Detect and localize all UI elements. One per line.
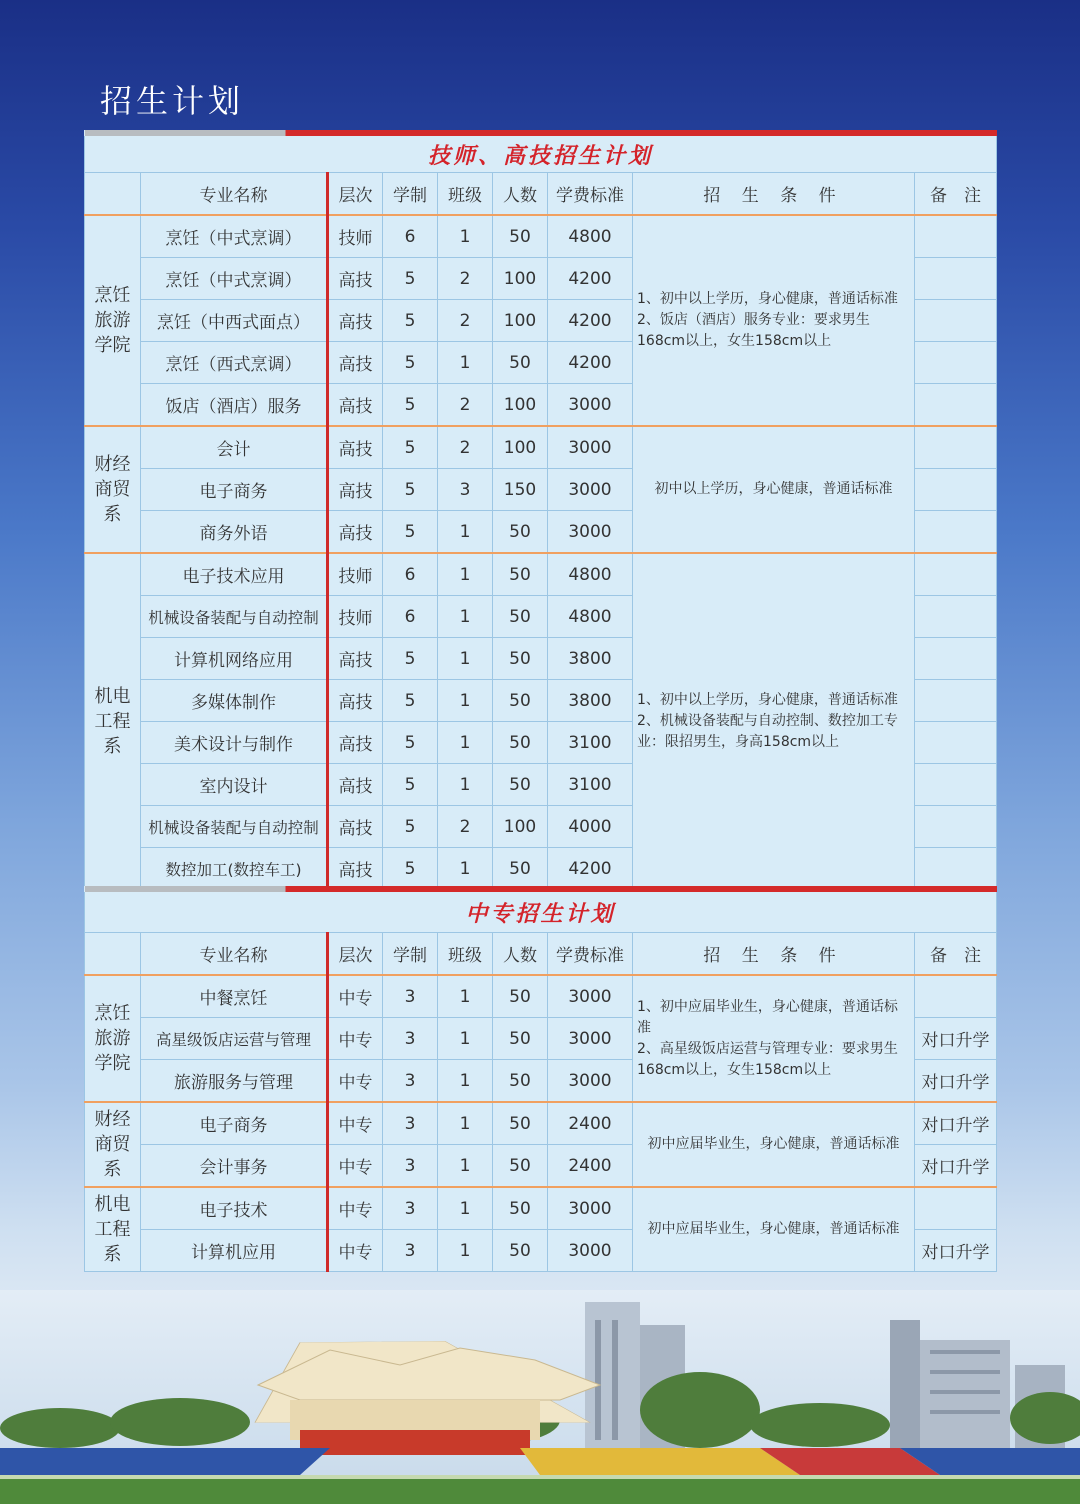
major-cell: 旅游服务与管理 <box>141 1060 328 1103</box>
header-blank <box>85 173 141 216</box>
tuition-cell: 3800 <box>548 680 633 722</box>
enrollment-cell: 50 <box>493 1230 548 1272</box>
enrollment-cell: 50 <box>493 1102 548 1145</box>
tuition-cell: 2400 <box>548 1102 633 1145</box>
duration-cell: 5 <box>383 258 438 300</box>
enrollment-cell: 50 <box>493 511 548 554</box>
duration-cell: 5 <box>383 680 438 722</box>
duration-cell: 5 <box>383 722 438 764</box>
level-cell: 高技 <box>328 848 383 890</box>
header-tuition: 学费标准 <box>548 173 633 216</box>
conditions-cell: 1、初中应届毕业生，身心健康，普通话标准 2、高星级饭店运营与管理专业：要求男生168cm以上，女生158cm以上 <box>633 975 915 1102</box>
enrollment-cell: 50 <box>493 1187 548 1230</box>
major-cell: 烹饪（中式烹调） <box>141 215 328 258</box>
major-cell: 计算机网络应用 <box>141 638 328 680</box>
duration-cell: 6 <box>383 596 438 638</box>
classes-cell: 1 <box>438 638 493 680</box>
level-cell: 高技 <box>328 342 383 384</box>
table-row <box>85 215 997 258</box>
duration-cell: 5 <box>383 384 438 427</box>
classes-cell: 1 <box>438 1060 493 1103</box>
tuition-cell: 4800 <box>548 596 633 638</box>
major-cell: 烹饪（西式烹调） <box>141 342 328 384</box>
major-cell: 会计事务 <box>141 1145 328 1188</box>
level-cell: 高技 <box>328 426 383 469</box>
level-cell: 高技 <box>328 806 383 848</box>
classes-cell: 1 <box>438 1187 493 1230</box>
tuition-cell: 3000 <box>548 469 633 511</box>
remarks-cell <box>915 215 997 258</box>
conditions-cell: 1、初中以上学历，身心健康，普通话标准 2、机械设备装配与自动控制、数控加工专业：限招男生，身高158cm以上 <box>633 553 915 890</box>
classes-cell: 1 <box>438 1102 493 1145</box>
table-row <box>85 426 997 469</box>
department-cell: 机电 工程 系 <box>85 553 141 890</box>
major-cell: 美术设计与制作 <box>141 722 328 764</box>
duration-cell: 6 <box>383 215 438 258</box>
section-title: 中专招生计划 <box>85 892 997 933</box>
header-blank <box>85 933 141 976</box>
remarks-cell: 对口升学 <box>915 1102 997 1145</box>
tuition-cell: 4200 <box>548 342 633 384</box>
duration-cell: 6 <box>383 553 438 596</box>
header-duration: 学制 <box>383 173 438 216</box>
enrollment-cell: 50 <box>493 1060 548 1103</box>
remarks-cell <box>915 975 997 1018</box>
duration-cell: 5 <box>383 469 438 511</box>
header-level: 层次 <box>328 933 383 976</box>
classes-cell: 1 <box>438 1145 493 1188</box>
conditions-cell: 初中应届毕业生，身心健康，普通话标准 <box>633 1187 915 1272</box>
tuition-cell: 2400 <box>548 1145 633 1188</box>
enrollment-cell: 50 <box>493 680 548 722</box>
remarks-cell <box>915 426 997 469</box>
enrollment-cell: 50 <box>493 596 548 638</box>
level-cell: 中专 <box>328 1230 383 1272</box>
level-cell: 高技 <box>328 722 383 764</box>
enrollment-cell: 100 <box>493 300 548 342</box>
major-cell: 计算机应用 <box>141 1230 328 1272</box>
major-cell: 高星级饭店运营与管理 <box>141 1018 328 1060</box>
enrollment-cell: 50 <box>493 553 548 596</box>
classes-cell: 2 <box>438 426 493 469</box>
major-cell: 会计 <box>141 426 328 469</box>
major-cell: 饭店（酒店）服务 <box>141 384 328 427</box>
major-cell: 机械设备装配与自动控制 <box>141 806 328 848</box>
enrollment-cell: 100 <box>493 258 548 300</box>
remarks-cell <box>915 764 997 806</box>
level-cell: 中专 <box>328 1102 383 1145</box>
header-enrollment: 人数 <box>493 173 548 216</box>
department-cell: 机电 工程 系 <box>85 1187 141 1272</box>
enrollment-cell: 50 <box>493 722 548 764</box>
classes-cell: 1 <box>438 722 493 764</box>
department-cell: 财经 商贸 系 <box>85 1102 141 1187</box>
enrollment-cell: 50 <box>493 215 548 258</box>
level-cell: 高技 <box>328 638 383 680</box>
remarks-cell <box>915 596 997 638</box>
level-cell: 高技 <box>328 680 383 722</box>
secondary-school-plan-table <box>84 886 997 1272</box>
duration-cell: 5 <box>383 342 438 384</box>
level-cell: 高技 <box>328 469 383 511</box>
header-classes: 班级 <box>438 933 493 976</box>
major-cell: 烹饪（中西式面点） <box>141 300 328 342</box>
classes-cell: 1 <box>438 975 493 1018</box>
major-cell: 数控加工(数控车工) <box>141 848 328 890</box>
remarks-cell <box>915 638 997 680</box>
duration-cell: 5 <box>383 511 438 554</box>
duration-cell: 5 <box>383 806 438 848</box>
classes-cell: 1 <box>438 596 493 638</box>
major-cell: 电子商务 <box>141 1102 328 1145</box>
remarks-cell <box>915 553 997 596</box>
classes-cell: 1 <box>438 511 493 554</box>
major-cell: 烹饪（中式烹调） <box>141 258 328 300</box>
header-enrollment: 人数 <box>493 933 548 976</box>
enrollment-cell: 50 <box>493 638 548 680</box>
tuition-cell: 3000 <box>548 384 633 427</box>
header-conditions: 招 生 条 件 <box>633 933 915 976</box>
header-tuition: 学费标准 <box>548 933 633 976</box>
enrollment-cell: 50 <box>493 848 548 890</box>
remarks-cell: 对口升学 <box>915 1018 997 1060</box>
major-cell: 室内设计 <box>141 764 328 806</box>
level-cell: 中专 <box>328 1060 383 1103</box>
section-title: 技师、高技招生计划 <box>85 136 997 173</box>
enrollment-cell: 50 <box>493 764 548 806</box>
tuition-cell: 3100 <box>548 722 633 764</box>
classes-cell: 1 <box>438 680 493 722</box>
tuition-cell: 4800 <box>548 215 633 258</box>
header-major: 专业名称 <box>141 933 328 976</box>
level-cell: 技师 <box>328 215 383 258</box>
remarks-cell <box>915 300 997 342</box>
remarks-cell: 对口升学 <box>915 1145 997 1188</box>
remarks-cell <box>915 806 997 848</box>
major-cell: 多媒体制作 <box>141 680 328 722</box>
level-cell: 技师 <box>328 553 383 596</box>
table-row <box>85 1187 997 1230</box>
major-cell: 机械设备装配与自动控制 <box>141 596 328 638</box>
tuition-cell: 3000 <box>548 1018 633 1060</box>
duration-cell: 3 <box>383 1060 438 1103</box>
remarks-cell <box>915 680 997 722</box>
duration-cell: 5 <box>383 764 438 806</box>
table-row <box>85 1102 997 1145</box>
major-cell: 电子技术应用 <box>141 553 328 596</box>
level-cell: 高技 <box>328 511 383 554</box>
classes-cell: 2 <box>438 806 493 848</box>
advanced-technician-plan-table <box>84 130 997 890</box>
enrollment-cell: 150 <box>493 469 548 511</box>
remarks-cell: 对口升学 <box>915 1230 997 1272</box>
level-cell: 高技 <box>328 764 383 806</box>
classes-cell: 1 <box>438 764 493 806</box>
tuition-cell: 3000 <box>548 975 633 1018</box>
remarks-cell <box>915 469 997 511</box>
classes-cell: 2 <box>438 384 493 427</box>
header-level: 层次 <box>328 173 383 216</box>
enrollment-cell: 100 <box>493 426 548 469</box>
duration-cell: 3 <box>383 1145 438 1188</box>
enrollment-cell: 50 <box>493 975 548 1018</box>
major-cell: 商务外语 <box>141 511 328 554</box>
remarks-cell <box>915 258 997 300</box>
table-row <box>85 553 997 596</box>
classes-cell: 1 <box>438 1230 493 1272</box>
header-conditions: 招 生 条 件 <box>633 173 915 216</box>
department-cell: 财经 商贸 系 <box>85 426 141 553</box>
tuition-cell: 3000 <box>548 1060 633 1103</box>
conditions-cell: 初中以上学历，身心健康，普通话标准 <box>633 426 915 553</box>
enrollment-cell: 50 <box>493 1145 548 1188</box>
remarks-cell: 对口升学 <box>915 1060 997 1103</box>
remarks-cell <box>915 722 997 764</box>
department-cell: 烹饪 旅游 学院 <box>85 215 141 426</box>
classes-cell: 2 <box>438 258 493 300</box>
department-cell: 烹饪 旅游 学院 <box>85 975 141 1102</box>
duration-cell: 3 <box>383 1230 438 1272</box>
tuition-cell: 3000 <box>548 426 633 469</box>
duration-cell: 3 <box>383 975 438 1018</box>
duration-cell: 5 <box>383 638 438 680</box>
tuition-cell: 3000 <box>548 511 633 554</box>
header-major: 专业名称 <box>141 173 328 216</box>
classes-cell: 1 <box>438 553 493 596</box>
conditions-cell: 初中应届毕业生，身心健康，普通话标准 <box>633 1102 915 1187</box>
conditions-cell: 1、初中以上学历，身心健康，普通话标准 2、饭店（酒店）服务专业：要求男生168cm以上，女生158cm以上 <box>633 215 915 426</box>
level-cell: 高技 <box>328 258 383 300</box>
header-classes: 班级 <box>438 173 493 216</box>
classes-cell: 2 <box>438 300 493 342</box>
remarks-cell <box>915 511 997 554</box>
campus-scene <box>0 1290 1080 1504</box>
duration-cell: 5 <box>383 848 438 890</box>
major-cell: 中餐烹饪 <box>141 975 328 1018</box>
tuition-cell: 4200 <box>548 848 633 890</box>
duration-cell: 5 <box>383 426 438 469</box>
duration-cell: 5 <box>383 300 438 342</box>
level-cell: 中专 <box>328 1187 383 1230</box>
table-row <box>85 975 997 1018</box>
enrollment-cell: 50 <box>493 342 548 384</box>
level-cell: 中专 <box>328 1018 383 1060</box>
header-remarks: 备 注 <box>915 173 997 216</box>
tuition-cell: 3800 <box>548 638 633 680</box>
level-cell: 中专 <box>328 975 383 1018</box>
enrollment-cell: 100 <box>493 806 548 848</box>
tuition-cell: 3000 <box>548 1187 633 1230</box>
remarks-cell <box>915 1187 997 1230</box>
tuition-cell: 4200 <box>548 258 633 300</box>
classes-cell: 1 <box>438 1018 493 1060</box>
classes-cell: 3 <box>438 469 493 511</box>
tuition-cell: 3000 <box>548 1230 633 1272</box>
duration-cell: 3 <box>383 1102 438 1145</box>
header-remarks: 备 注 <box>915 933 997 976</box>
tuition-cell: 4800 <box>548 553 633 596</box>
level-cell: 中专 <box>328 1145 383 1188</box>
tuition-cell: 4000 <box>548 806 633 848</box>
classes-cell: 1 <box>438 215 493 258</box>
remarks-cell <box>915 848 997 890</box>
level-cell: 技师 <box>328 596 383 638</box>
duration-cell: 3 <box>383 1018 438 1060</box>
enrollment-cell: 100 <box>493 384 548 427</box>
remarks-cell <box>915 384 997 427</box>
tuition-cell: 4200 <box>548 300 633 342</box>
duration-cell: 3 <box>383 1187 438 1230</box>
major-cell: 电子商务 <box>141 469 328 511</box>
level-cell: 高技 <box>328 300 383 342</box>
remarks-cell <box>915 342 997 384</box>
classes-cell: 1 <box>438 848 493 890</box>
tuition-cell: 3100 <box>548 764 633 806</box>
enrollment-cell: 50 <box>493 1018 548 1060</box>
header-duration: 学制 <box>383 933 438 976</box>
level-cell: 高技 <box>328 384 383 427</box>
page-title: 招生计划 <box>100 82 245 120</box>
major-cell: 电子技术 <box>141 1187 328 1230</box>
classes-cell: 1 <box>438 342 493 384</box>
